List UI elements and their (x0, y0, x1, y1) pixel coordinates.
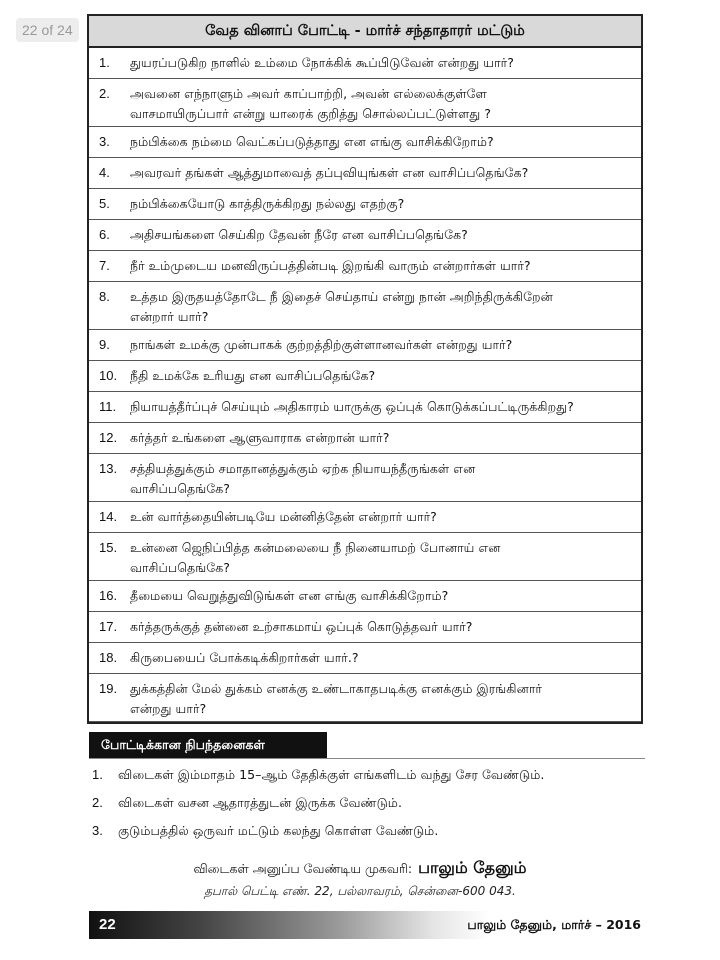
question-number: 2. (99, 86, 110, 101)
quiz-title: வேத வினாப் போட்டி - மார்ச் சந்தாதாரர் மட்டும் (89, 16, 641, 48)
question-text: நாங்கள் உமக்கு முன்பாகக் குற்றத்திற்குள்ளானவர்கள் என்றது யார்? (130, 337, 513, 352)
rule-number: 3. (92, 823, 103, 838)
question-number: 9. (99, 337, 110, 352)
question-item (89, 643, 641, 674)
question-item (89, 722, 641, 724)
question-item (89, 282, 641, 330)
question-number: 5. (99, 196, 110, 211)
question-text: துயரப்படுகிற நாளில் உம்மை நோக்கிக் கூப்பிடுவேன் என்றது யார்? (130, 55, 514, 70)
magazine-name: பாலும் தேனும் (418, 858, 527, 877)
address-line (0, 858, 720, 879)
question-number: 8. (99, 289, 110, 304)
question-item (89, 48, 641, 79)
question-text: துக்கத்தின் மேல் துக்கம் எனக்கு உண்டாகாதபடிக்கு எனக்கும் இரங்கினார் என்றது யார்? (130, 681, 542, 716)
rules-divider (89, 758, 645, 759)
question-item (89, 502, 641, 533)
question-number: 19. (99, 681, 118, 696)
question-item (89, 251, 641, 282)
question-item (89, 158, 641, 189)
page-number: 22 (99, 916, 116, 933)
question-text: நியாயத்தீர்ப்புச் செய்யும் அதிகாரம் யாருக்கு ஒப்புக் கொடுக்கப்பட்டிருக்கிறது? (130, 399, 574, 414)
question-item (89, 674, 641, 722)
question-text: சத்தியத்துக்கும் சமாதானத்துக்கும் ஏற்க நியாயந்தீருங்கள் என வாசிப்பதெங்கே? (130, 461, 476, 496)
rule-item (92, 794, 632, 812)
question-text: நம்பிக்கை நம்மை வெட்கப்படுத்தாது என எங்கு வாசிக்கிறோம்? (130, 134, 494, 149)
question-text: அதிசயங்களை செய்கிற தேவன் நீரே என வாசிப்பதெங்கே? (130, 227, 468, 242)
rule-item (92, 766, 632, 784)
question-item (89, 392, 641, 423)
question-text: நீர் உம்முடைய மனவிருப்பத்தின்படி இறங்கி வாரும் என்றார்கள் யார்? (130, 258, 531, 273)
rule-number: 2. (92, 795, 103, 810)
question-text: கிருபையைப் போக்கடிக்கிறார்கள் யார்.? (130, 650, 359, 665)
question-item (89, 454, 641, 502)
rules-heading: போட்டிக்கான நிபந்தனைகள் (89, 732, 327, 758)
question-number: 7. (99, 258, 110, 273)
question-number: 18. (99, 650, 118, 665)
quiz-box (87, 14, 643, 724)
rule-text: விடைகள் வசன ஆதாரத்துடன் இருக்க வேண்டும். (118, 795, 402, 810)
rule-text: குடும்பத்தில் ஒருவர் மட்டும் கலந்து கொள்ள வேண்டும். (118, 823, 439, 838)
question-text: தீமையை வெறுத்துவிடுங்கள் என எங்கு வாசிக்கிறோம்? (130, 588, 449, 603)
question-item (89, 330, 641, 361)
question-number: 12. (99, 430, 118, 445)
question-item (89, 581, 641, 612)
question-item (89, 189, 641, 220)
question-number: 16. (99, 588, 118, 603)
question-number: 14. (99, 509, 118, 524)
question-item (89, 612, 641, 643)
question-number: 1. (99, 55, 110, 70)
question-number: 10. (99, 368, 118, 383)
question-item (89, 79, 641, 127)
footer-bar (89, 911, 645, 939)
rule-item (92, 822, 632, 840)
rule-number: 1. (92, 767, 103, 782)
question-text: உன் வார்த்தையின்படியே மன்னித்தேன் என்றார் யார்? (130, 509, 437, 524)
question-number: 4. (99, 165, 110, 180)
question-item (89, 127, 641, 158)
address-label: விடைகள் அனுப்ப வேண்டிய முகவரி: (193, 861, 413, 876)
question-number: 17. (99, 619, 118, 634)
question-text: கர்த்தர் உங்களை ஆளுவாராக என்றான் யார்? (130, 430, 390, 445)
postal-address: தபால் பெட்டி எண். 22, பல்லாவரம், சென்னை-600 043. (204, 884, 516, 898)
question-text: உன்னை ஜெநிப்பித்த கன்மலையை நீ நினையாமற் போனாய் என வாசிப்பதெங்கே? (130, 540, 501, 575)
question-number: 13. (99, 461, 118, 476)
question-text: அவனை எந்நாளும் அவர் காப்பாற்றி, அவன் எல்லைக்குள்ளே வாசமாயிருப்பார் என்று யாரைக் குறித்து சொல்லப்பட்டுள்ளது ? (130, 86, 491, 121)
question-text: நீதி உமக்கே உரியது என வாசிப்பதெங்கே? (130, 368, 376, 383)
page-counter: 22 of 24 (16, 18, 79, 42)
question-number: 15. (99, 540, 118, 555)
question-item (89, 220, 641, 251)
question-item (89, 533, 641, 581)
question-item (89, 423, 641, 454)
question-text: கர்த்தருக்குத் தன்னை உற்சாகமாய் ஒப்புக் கொடுத்தவர் யார்? (130, 619, 473, 634)
question-text: உத்தம இருதயத்தோடே நீ இதைச் செய்தாய் என்று நான் அறிந்திருக்கிறேன் என்றார் யார்? (130, 289, 553, 324)
question-text: நம்பிக்கையோடு காத்திருக்கிறது நல்லது எதற்கு? (130, 196, 405, 211)
question-text: அவரவர் தங்கள் ஆத்துமாவைத் தப்புவியுங்கள் என வாசிப்பதெங்கே? (130, 165, 529, 180)
question-number: 3. (99, 134, 110, 149)
footer-credit: பாலும் தேனும், மார்ச் – 2016 (467, 917, 641, 932)
question-number: 6. (99, 227, 110, 242)
question-number: 11. (99, 399, 117, 414)
rule-text: விடைகள் இம்மாதம் 15–ஆம் தேதிக்குள் எங்களிடம் வந்து சேர வேண்டும். (118, 767, 545, 782)
question-item (89, 361, 641, 392)
